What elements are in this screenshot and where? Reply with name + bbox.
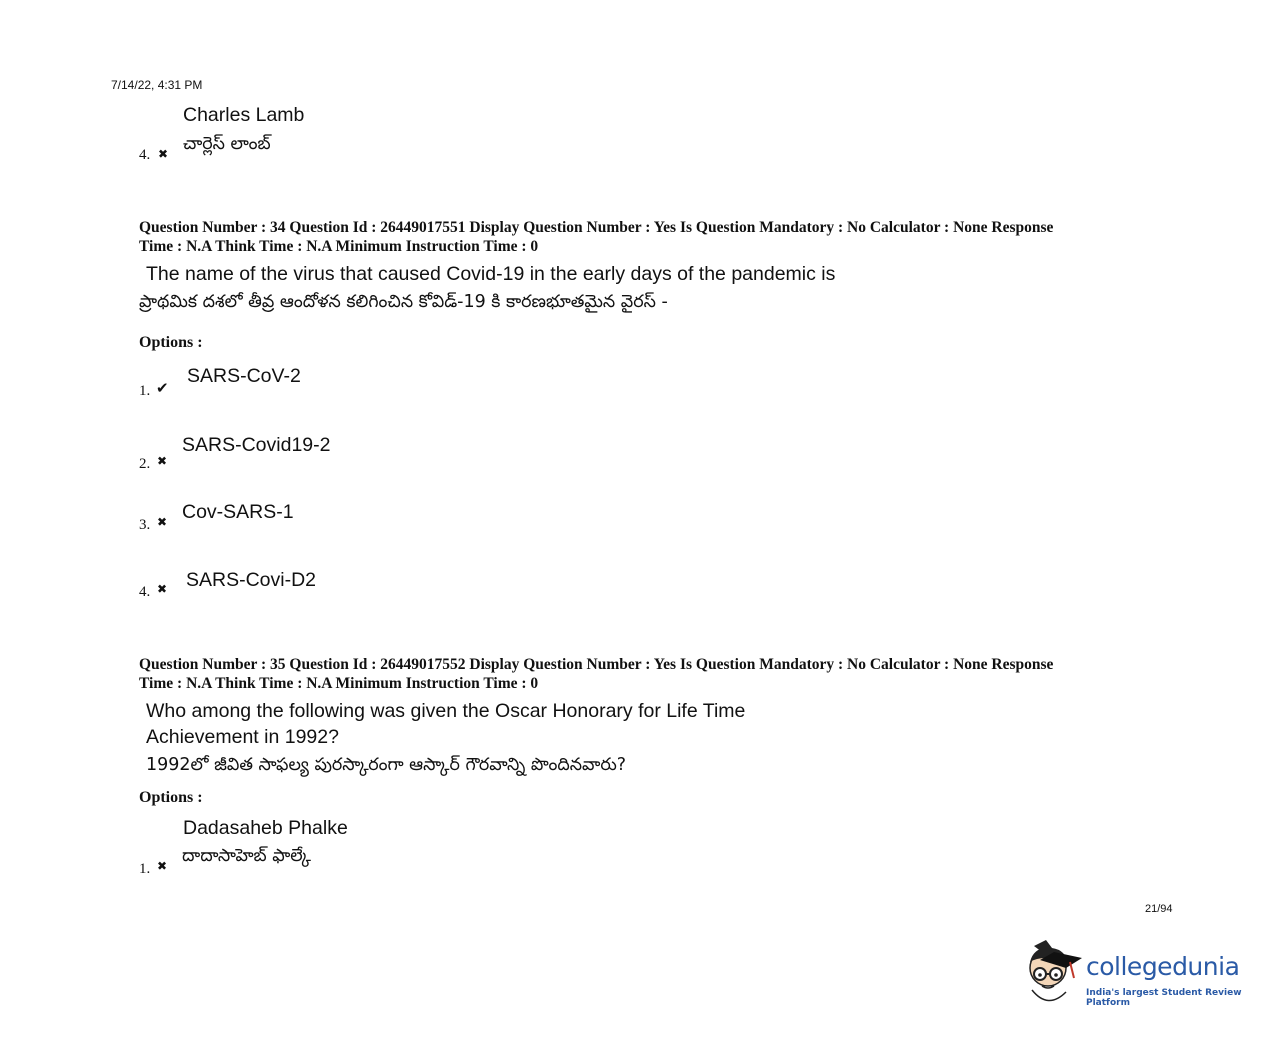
collegedunia-logo [1024,938,1254,1010]
question-meta-line2: Time : N.A Think Time : N.A Minimum Instruction Time : 0 [139,238,539,255]
option-number: 4. [139,584,151,600]
question-meta-line1: Question Number : 35 Question Id : 26449017552 Display Question Number : Yes Is Question Mandatory : No Calculator : None Response [139,656,1054,673]
option-text-en: Dadasaheb Phalke [183,817,348,839]
question-text-en-line2: Achievement in 1992? [146,726,339,748]
wrong-mark-icon: ✖ [157,582,168,596]
question-text-te: 1992లో జీవిత సాఫల్య పురస్కారంగా ఆస్కార్ గౌరవాన్ని పొందినవారు? [146,755,627,775]
question-text-en: The name of the virus that caused Covid-19 in the early days of the pandemic is [146,263,836,285]
question-text-en-line1: Who among the following was given the Oscar Honorary for Life Time [146,700,746,722]
mascot-icon [1024,938,1084,1010]
option-number: 3. [139,517,151,533]
option-text-te: చార్లెస్ లాంబ్ [183,134,271,154]
wrong-mark-icon: ✖ [157,515,168,529]
page-number: 21/94 [1145,903,1173,915]
print-timestamp: 7/14/22, 4:31 PM [111,78,203,92]
logo-tagline: India's largest Student Review Platform [1086,988,1242,1008]
question-meta-line1: Question Number : 34 Question Id : 26449017551 Display Question Number : Yes Is Question Mandatory : No Calculator : None Response [139,219,1054,236]
option-text-te: దాదాసాహెబ్ ఫాల్కే [182,846,311,866]
option-text-en: Charles Lamb [183,104,305,126]
question-meta-line2: Time : N.A Think Time : N.A Minimum Instruction Time : 0 [139,675,539,692]
options-label: Options : [139,789,203,806]
question-meta [139,218,1149,256]
wrong-mark-icon: ✖ [158,147,169,161]
option-text: Cov-SARS-1 [182,501,294,523]
option-number: 2. [139,456,151,472]
correct-check-icon: ✔ [156,379,169,397]
option-text: SARS-Covid19-2 [182,434,331,456]
option-number: 1. [139,861,151,877]
wrong-mark-icon: ✖ [157,859,168,873]
question-text-te: ప్రాథమిక దశలో తీవ్ర ఆందోళన కలిగించిన కోవిడ్-19 కి కారణభూతమైన వైరస్ - [139,292,668,312]
options-label: Options : [139,334,203,351]
option-text: SARS-CoV-2 [187,365,301,387]
logo-text: collegedunia [1086,952,1240,981]
option-text: SARS-Covi-D2 [186,569,317,591]
option-number: 1. [139,383,151,399]
option-number: 4. [139,147,151,163]
wrong-mark-icon: ✖ [157,454,168,468]
question-meta [139,655,1149,693]
